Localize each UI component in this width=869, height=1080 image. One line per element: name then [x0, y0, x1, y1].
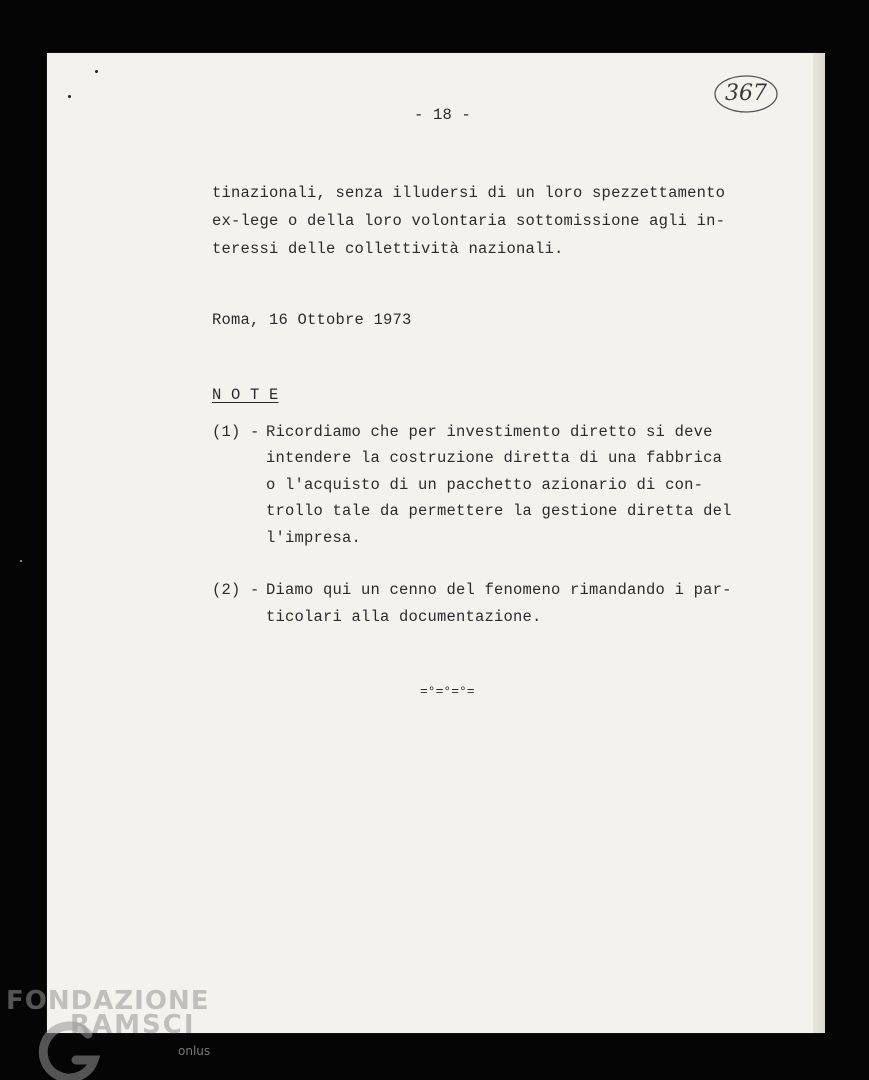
note-line: trollo tale da permettere la gestione diretta del: [266, 502, 732, 520]
watermark-line2: RAMSCI: [70, 1010, 196, 1040]
note-number: (2) -: [212, 581, 260, 599]
note-line: Diamo qui un cenno del fenomeno rimandando i par-: [266, 581, 732, 599]
note-line: Ricordiamo che per investimento diretto si deve: [266, 423, 713, 441]
end-separator: =°=°=°=: [420, 684, 475, 699]
note-line: o l'acquisto di un pacchetto azionario di con-: [266, 476, 704, 494]
notes-heading: N O T E: [212, 386, 279, 404]
dust-speck: [95, 70, 98, 73]
dust-speck: [68, 95, 71, 98]
body-line: ex-lege o della loro volontaria sottomissione agli in-: [212, 212, 726, 230]
note-line: intendere la costruzione diretta di una fabbrica: [266, 449, 723, 467]
archive-stamp: [713, 74, 779, 114]
archive-number: 367: [725, 81, 767, 106]
page-number: - 18 -: [414, 106, 472, 124]
foundation-watermark-logo: [4, 986, 234, 1080]
note-number: (1) -: [212, 423, 260, 441]
body-line: teressi delle collettività nazionali.: [212, 240, 564, 258]
document-date: Roma, 16 Ottobre 1973: [212, 311, 412, 329]
note-line: l'impresa.: [266, 529, 362, 547]
dust-speck: [20, 560, 22, 562]
watermark-sub: onlus: [178, 1044, 211, 1058]
note-line: ticolari alla documentazione.: [266, 608, 542, 626]
watermark-line1: FONDAZIONE: [6, 986, 210, 1016]
body-line: tinazionali, senza illudersi di un loro spezzettamento: [212, 184, 726, 202]
paper-edge: [813, 53, 825, 1033]
